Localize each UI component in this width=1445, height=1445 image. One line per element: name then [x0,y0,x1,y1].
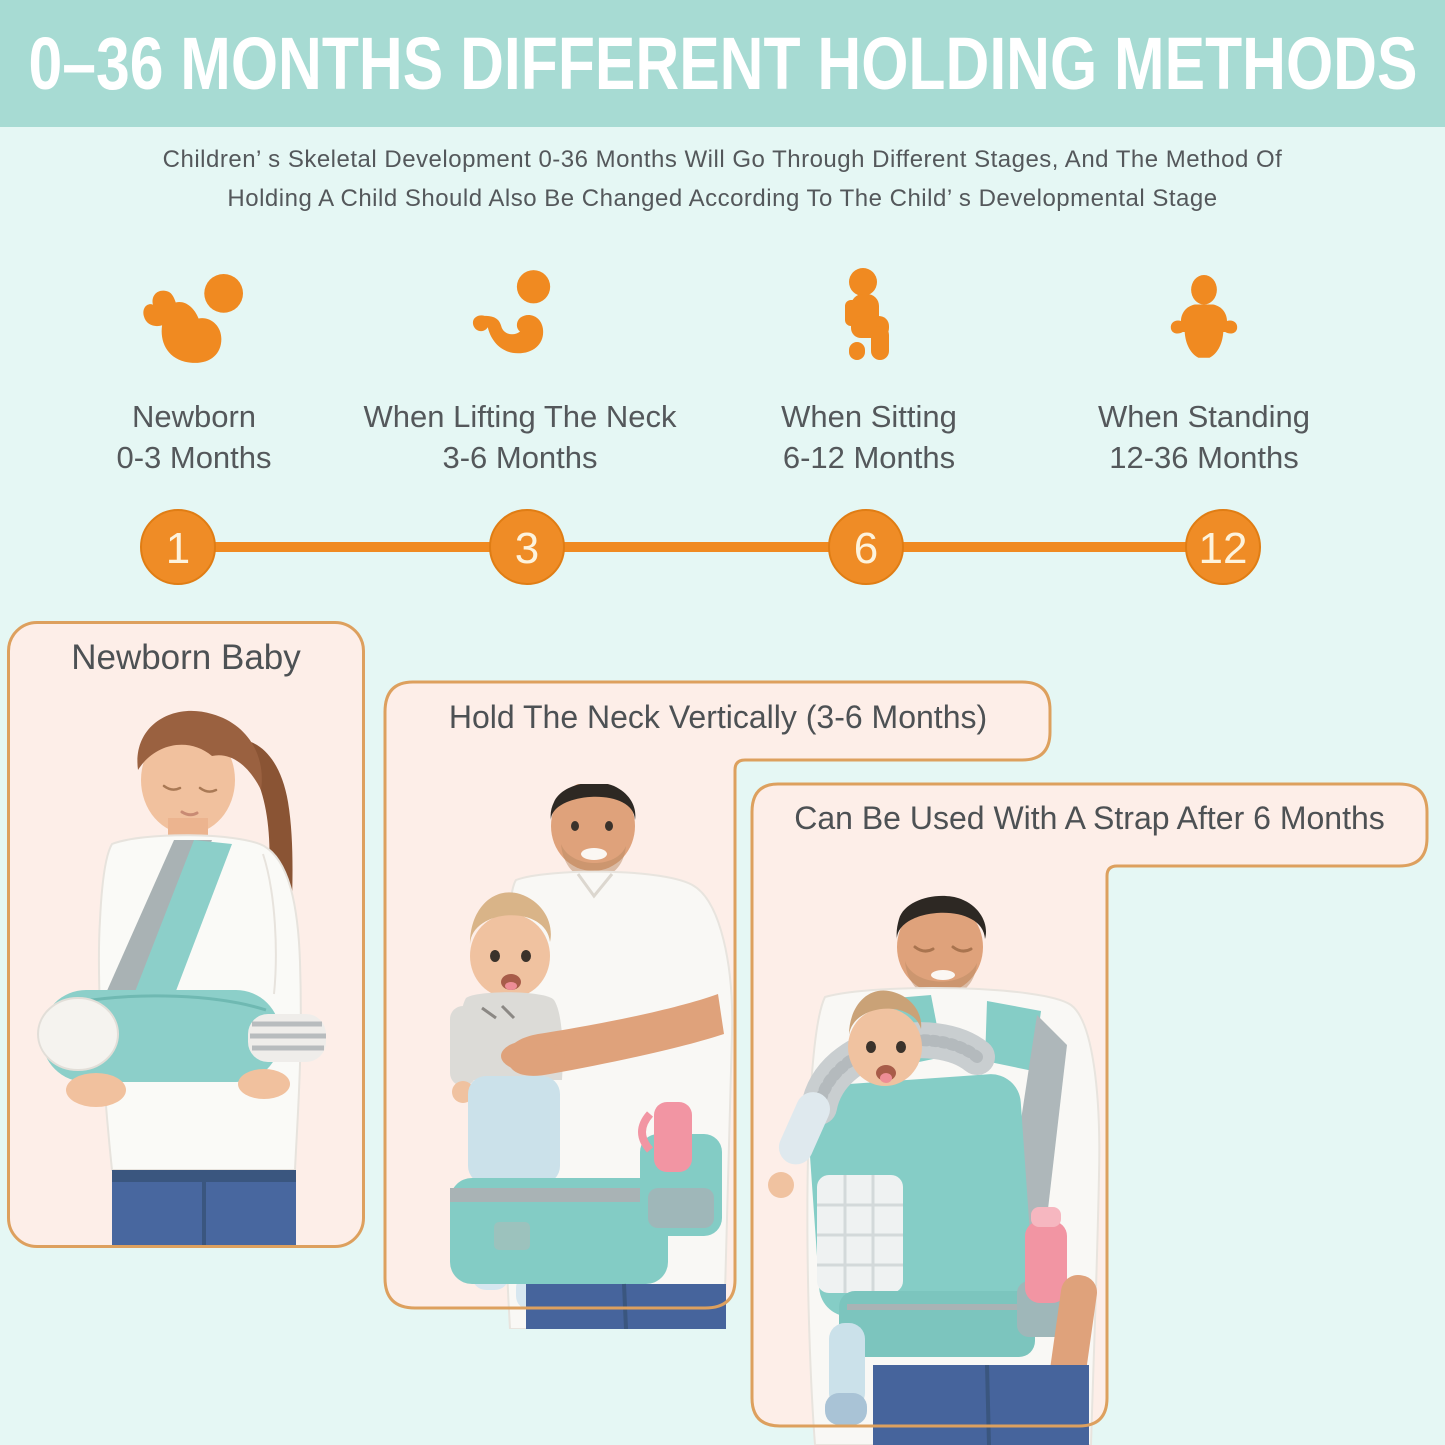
timeline-number-3: 3 [514,524,540,573]
card-newborn-title: Newborn Baby [71,638,301,677]
intro-text [0,140,1445,218]
stage-standing [1024,250,1384,478]
card-strap-border [750,782,1429,1429]
photo-woman-cradling-newborn [16,692,358,1248]
page-title: 0–36 MONTHS DIFFERENT HOLDING METHODS [27,22,1418,105]
stage-months: 3-6 Months [442,440,598,475]
stage-sitting [689,250,1049,478]
stage-label: When Standing [1098,399,1310,434]
stage-months: 12-36 Months [1109,440,1299,475]
stage-label: Newborn [131,399,257,434]
stage-months: 6-12 Months [782,440,956,475]
newborn-lying-baby-icon [132,266,256,380]
stage-label: When Sitting [781,399,957,434]
header-banner [0,0,1445,127]
timeline-number-12: 12 [1198,524,1248,573]
timeline [0,497,1445,601]
stage-months: 0-3 Months [116,440,272,475]
intro-line-1: Children’ s Skeletal Development 0-36 Months Will Go Through Different Stages, And The Method Of [162,146,1283,173]
intro-line-2: Holding A Child Should Also Be Changed According To The Child’ s Developmental Stage [227,185,1218,212]
timeline-number-6: 6 [853,524,879,573]
stage-label: When Lifting The Neck [363,399,677,434]
baby-sitting-icon [819,256,919,380]
baby-standing-icon [1158,262,1250,380]
card-strap-title: Can Be Used With A Strap After 6 Months [794,800,1385,836]
stage-lifting-neck [340,250,700,478]
baby-lifting-neck-icon [468,260,572,380]
card-hip-seat-title: Hold The Neck Vertically (3-6 Months) [448,699,988,735]
timeline-number-1: 1 [165,524,191,573]
stage-newborn [14,250,374,478]
